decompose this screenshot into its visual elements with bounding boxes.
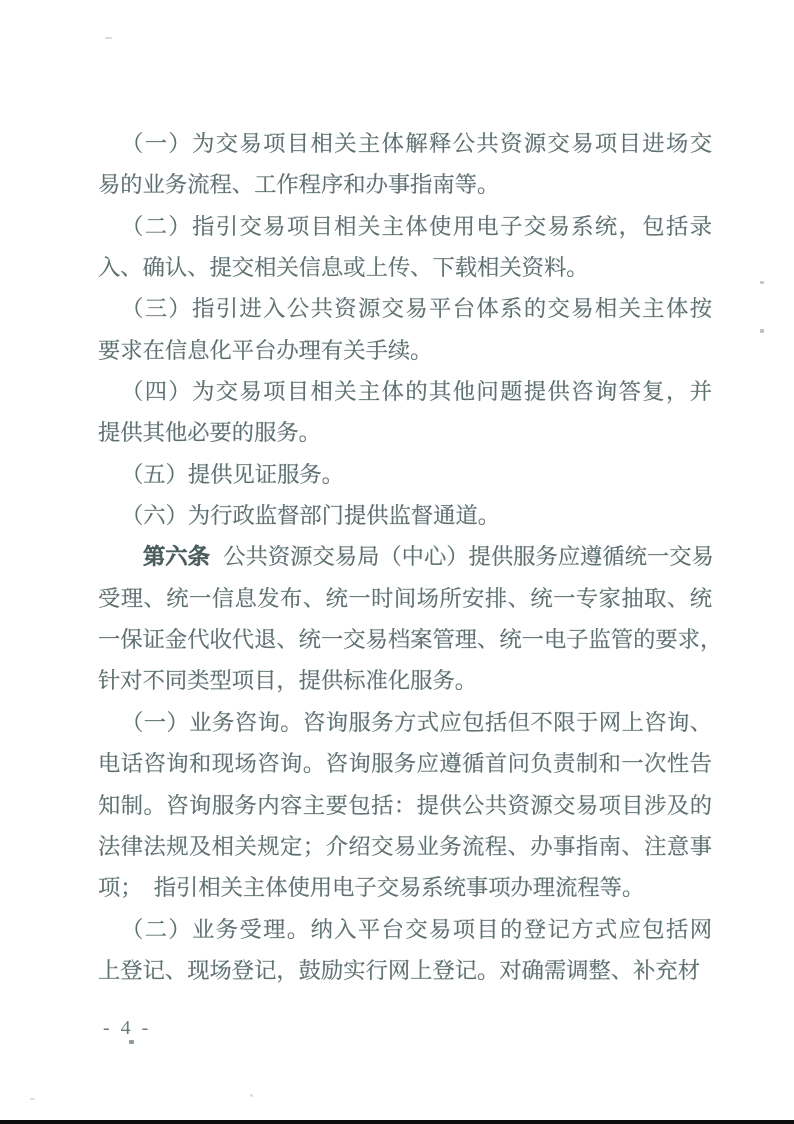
text-line: （五）提供见证服务。 (121, 461, 344, 487)
text-line: （二）业务受理。纳入平台交易项目的登记方式应包括网 (121, 916, 712, 942)
article-text: 公共资源交易局（中心）提供服务应遵循统一交易 (223, 544, 714, 570)
text-line: （一）业务咨询。咨询服务方式应包括但不限于网上咨询、 (121, 709, 712, 735)
text-line: （六）为行政监督部门提供监督通道。 (121, 503, 501, 529)
text-line: （三）指引进入公共资源交易平台体系的交易相关主体按 (121, 296, 712, 322)
scan-speck (250, 1094, 253, 1097)
text-line: （二）指引交易项目相关主体使用电子交易系统，包括录 (121, 213, 712, 239)
text-line: 易的业务流程、工作程序和办事指南等。 (98, 172, 500, 198)
text-line: （四）为交易项目相关主体的其他问题提供咨询答复，并 (121, 379, 712, 405)
text-line: 电话咨询和现场咨询。咨询服务应遵循首问负责制和一次性告 (98, 751, 712, 777)
text-line: 上登记、现场登记，鼓励实行网上登记。对确需调整、补充材 (98, 957, 701, 983)
scan-speck (760, 281, 764, 284)
page-number: - 4 - (103, 1017, 152, 1039)
text-line: 提供其他必要的服务。 (98, 420, 321, 446)
text-line-article-six (98, 536, 712, 577)
text-line: 受理、统一信息发布、统一时间场所安排、统一专家抽取、统 (98, 585, 712, 611)
text-line: 知制。咨询服务内容主要包括：提供公共资源交易项目涉及的 (98, 792, 712, 818)
scan-speck (129, 1040, 134, 1044)
text-line: 一保证金代收代退、统一交易档案管理、统一电子监管的要求， (98, 627, 723, 653)
scan-speck (105, 37, 112, 39)
document-body (98, 123, 723, 991)
text-line: 针对不同类型项目，提供标准化服务。 (98, 668, 478, 694)
text-line: 入、确认、提交相关信息或上传、下载相关资料。 (98, 255, 589, 281)
article-number-label: 第六条 (143, 544, 210, 570)
text-line: 法律法规及相关规定；介绍交易业务流程、办事指南、注意事 (98, 833, 712, 859)
text-line: 要求在信息化平台办理有关手续。 (98, 337, 433, 363)
scan-speck (30, 1098, 35, 1100)
scan-speck (760, 329, 764, 333)
scan-bottom-edge (0, 1120, 794, 1124)
text-line: 项； 指引相关主体使用电子交易系统事项办理流程等。 (98, 875, 645, 901)
text-line: （一）为交易项目相关主体解释公共资源交易项目进场交 (121, 131, 712, 156)
